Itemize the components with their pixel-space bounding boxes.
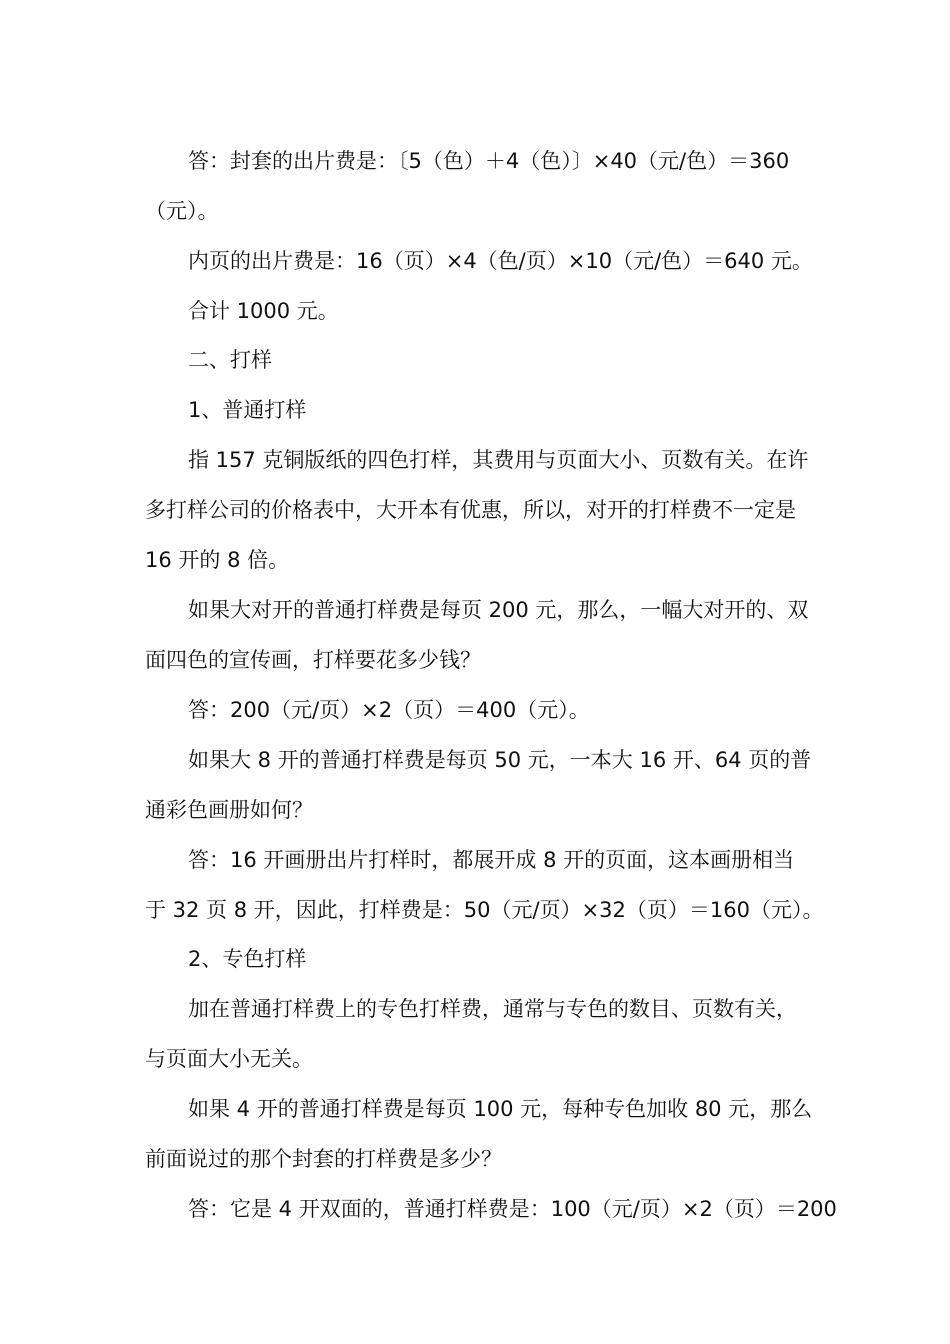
answer-line: 于 32 页 8 开，因此，打样费是：50（元/页）×32（页）＝160（元）。 xyxy=(145,898,824,922)
subheading-normal-proofing: 1、普通打样 xyxy=(188,398,307,422)
paragraph-line: 指 157 克铜版纸的四色打样，其费用与页面大小、页数有关。在许 xyxy=(188,448,809,472)
answer-line: 答：200（元/页）×2（页）＝400（元）。 xyxy=(188,698,590,722)
question-line: 前面说过的那个封套的打样费是多少？ xyxy=(145,1147,502,1171)
answer-line: 答：它是 4 开双面的，普通打样费是：100（元/页）×2（页）＝200 xyxy=(188,1197,837,1221)
question-line: 如果大对开的普通打样费是每页 200 元，那么，一幅大对开的、双 xyxy=(188,598,809,622)
question-line: 如果大 8 开的普通打样费是每页 50 元，一本大 16 开、64 页的普 xyxy=(188,748,812,772)
paragraph-line: 16 开的 8 倍。 xyxy=(145,548,290,572)
paragraph-line: 与页面大小无关。 xyxy=(145,1047,313,1071)
question-line: 如果 4 开的普通打样费是每页 100 元，每种专色加收 80 元，那么 xyxy=(188,1097,813,1121)
section-heading-proofing: 二、打样 xyxy=(188,348,272,372)
question-line: 面四色的宣传画，打样要花多少钱？ xyxy=(145,648,481,672)
answer-line: 答：16 开画册出片打样时，都展开成 8 开的页面，这本画册相当 xyxy=(188,848,795,872)
subheading-spot-color-proofing: 2、专色打样 xyxy=(188,947,307,971)
answer-cover-film-cost: 答：封套的出片费是：〔5（色）＋4（色）〕×40（元/色）＝360 xyxy=(188,149,790,173)
question-line: 通彩色画册如何？ xyxy=(145,798,313,822)
paragraph-line: 加在普通打样费上的专色打样费，通常与专色的数目、页数有关， xyxy=(188,997,797,1021)
answer-cover-film-cost-cont: （元）。 xyxy=(145,199,219,223)
inner-page-film-cost: 内页的出片费是：16（页）×4（色/页）×10（元/色）＝640 元。 xyxy=(188,249,813,273)
total-line: 合计 1000 元。 xyxy=(188,299,339,323)
paragraph-line: 多打样公司的价格表中，大开本有优惠，所以，对开的打样费不一定是 xyxy=(145,498,796,522)
